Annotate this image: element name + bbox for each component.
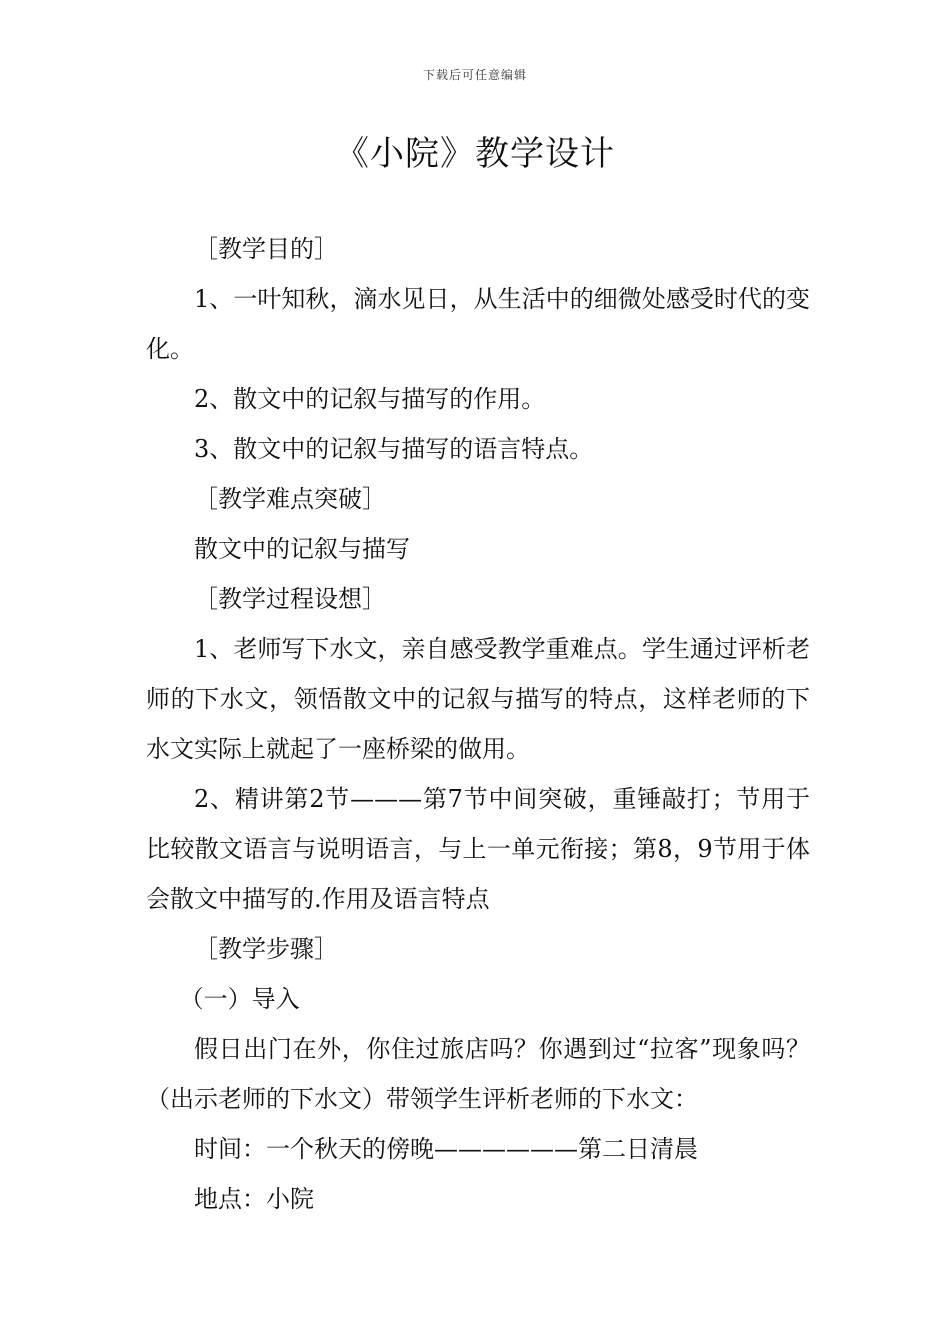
- paragraph-objective-1: 1、一叶知秋，滴水见日，从生活中的细微处感受时代的变化。: [146, 285, 810, 363]
- paragraph-objective-2: 2、散文中的记叙与描写的作用。: [194, 385, 546, 413]
- section-heading-difficulty: ［教学难点突破］: [194, 485, 386, 513]
- header-note: 下载后可任意编辑: [422, 68, 527, 82]
- paragraph-objective-3: 3、散文中的记叙与描写的语言特点。: [194, 435, 594, 463]
- paragraph-place: 地点：小院: [194, 1185, 314, 1213]
- paragraph-difficulty: 散文中的记叙与描写: [194, 535, 410, 563]
- subheading-introduction: （一）导入: [179, 985, 300, 1013]
- paragraph-time: 时间：一个秋天的傍晚——————第二日清晨: [194, 1135, 698, 1163]
- paragraph-process-2: 2、精讲第2节———第7节中间突破，重锤敲打；节用于比较散文语言与说明语言，与上一单元衔接；第8，9节用于体会散文中描写的.作用及语言特点: [146, 785, 810, 913]
- document-title: 《小院》教学设计: [335, 134, 615, 174]
- section-heading-objectives: ［教学目的］: [194, 235, 338, 263]
- section-heading-process: ［教学过程设想］: [194, 585, 386, 613]
- document-body: [146, 224, 810, 1224]
- paragraph-introduction: 假日出门在外，你住过旅店吗？你遇到过“拉客”现象吗？（出示老师的下水文）带领学生评析老师的下水文：: [146, 1035, 810, 1113]
- section-heading-steps: ［教学步骤］: [194, 935, 338, 963]
- paragraph-process-1: 1、老师写下水文，亲自感受教学重难点。学生通过评析老师的下水文，领悟散文中的记叙与描写的特点，这样老师的下水文实际上就起了一座桥梁的做用。: [146, 635, 810, 763]
